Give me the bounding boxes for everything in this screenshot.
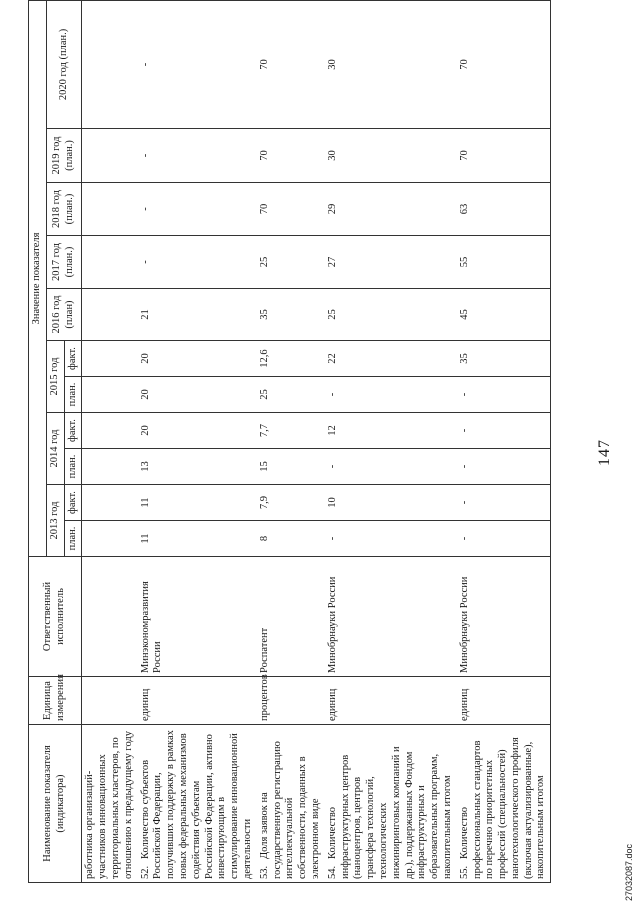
value-cell: 30	[325, 129, 457, 183]
row-number: 53.	[258, 865, 270, 879]
executor-cell: Минобрнауки России	[325, 557, 457, 677]
executor-cell: Минэкономразвития России	[138, 557, 257, 677]
indicator-cell	[138, 725, 257, 883]
indicator-cell	[325, 725, 457, 883]
unit-cell: единиц	[457, 677, 551, 725]
value-cell: -	[457, 377, 551, 413]
value-cell: 11	[138, 485, 257, 521]
value-cell: 70	[457, 129, 551, 183]
indicator-name: Количество инфраструктурных центров (наноцентров, центров трансфера технологий, технологических инжиниринговых компаний и др.), поддержанных Фондом инфраструктурных и образовательных программ, накопительным итогом	[326, 746, 453, 879]
value-cell: 25	[257, 377, 325, 413]
value-cell: 55	[457, 236, 551, 289]
value-cell: 29	[325, 183, 457, 236]
value-cell: 21	[138, 289, 257, 341]
value-cell: 20	[138, 377, 257, 413]
table-row	[257, 0, 325, 882]
value-cell: 20	[138, 413, 257, 449]
row-number: 52.	[139, 865, 151, 879]
value-cell: 70	[257, 129, 325, 183]
header-plan: план.	[64, 377, 82, 413]
value-cell: 45	[457, 289, 551, 341]
unit-cell: процентов	[257, 677, 325, 725]
value-cell: -	[325, 521, 457, 557]
row-number: 55.	[458, 865, 470, 879]
value-cell: 25	[325, 289, 457, 341]
executor-cell: Роспатент	[257, 557, 325, 677]
value-cell: -	[457, 521, 551, 557]
value-cell: -	[457, 413, 551, 449]
header-unit: Единица измерения	[29, 677, 82, 725]
value-cell: -	[457, 485, 551, 521]
header-fact: факт.	[64, 341, 82, 377]
document-code: 27032087.doc	[624, 843, 634, 901]
value-cell: 70	[457, 0, 551, 128]
indicator-name: Доля заявок на государственную регистрацию интеллектуальной собственности, поданных в электронном виде	[258, 741, 321, 879]
value-cell: -	[325, 377, 457, 413]
indicator-cell	[257, 725, 325, 883]
header-fact: факт.	[64, 485, 82, 521]
unit-cell: единиц	[325, 677, 457, 725]
value-cell: -	[138, 0, 257, 128]
table-row	[82, 0, 138, 882]
value-cell: 22	[325, 341, 457, 377]
indicators-table	[28, 0, 551, 883]
header-year-2013: 2013 год	[46, 485, 64, 557]
header-executor: Ответственный исполнитель	[29, 557, 82, 677]
value-cell: -	[325, 449, 457, 485]
value-cell: -	[457, 449, 551, 485]
header-plan: план.	[64, 449, 82, 485]
indicator-name: Количество субъектов Российской Федерации, получивших поддержку в рамках новых федеральных механизмов содействия субъектам Российской Федерации, активно инвестирующим в стимулирование инновационной деятельности	[139, 730, 253, 879]
value-cell: 12	[325, 413, 457, 449]
value-cell: 13	[138, 449, 257, 485]
page-number: 147	[596, 439, 613, 466]
header-values-group: Значение показателя	[29, 0, 47, 556]
table-row	[138, 0, 257, 882]
value-cell: 70	[257, 183, 325, 236]
indicator-cell	[457, 725, 551, 883]
header-year-2017: 2017 год (план.)	[46, 236, 82, 289]
value-cell: 7,7	[257, 413, 325, 449]
executor-cell: Минобрнауки России	[457, 557, 551, 677]
header-year-2019: 2019 год (план.)	[46, 129, 82, 183]
header-year-2016: 2016 год (план)	[46, 289, 82, 341]
value-cell: 7,9	[257, 485, 325, 521]
continuation-text: работника организаций-участников инновационных территориальных кластеров, по отношению к предыдущему году	[82, 725, 138, 883]
header-year-2015: 2015 год	[46, 341, 64, 413]
table-row	[457, 0, 551, 882]
value-cell: -	[138, 236, 257, 289]
value-cell: 30	[325, 0, 457, 128]
unit-cell: единиц	[138, 677, 257, 725]
value-cell: 27	[325, 236, 457, 289]
header-year-2014: 2014 год	[46, 413, 64, 485]
value-cell: 20	[138, 341, 257, 377]
value-cell: 35	[457, 341, 551, 377]
value-cell: -	[138, 129, 257, 183]
value-cell: 12,6	[257, 341, 325, 377]
value-cell: 70	[257, 0, 325, 128]
header-fact: факт.	[64, 413, 82, 449]
value-cell: 25	[257, 236, 325, 289]
header-year-2018: 2018 год (план.)	[46, 183, 82, 236]
value-cell: 35	[257, 289, 325, 341]
value-cell: 63	[457, 183, 551, 236]
value-cell: 11	[138, 521, 257, 557]
value-cell: -	[138, 183, 257, 236]
value-cell: 15	[257, 449, 325, 485]
header-year-2020: 2020 год (план.)	[46, 0, 82, 128]
row-number: 54.	[326, 865, 338, 879]
value-cell: 8	[257, 521, 325, 557]
value-cell: 10	[325, 485, 457, 521]
indicator-name: Количество профессиональных стандартов по перечню приоритетных профессий (специальностей) нанотехнологического профиля (включая актуализированные), накопительным итогом	[458, 737, 547, 879]
table-row	[325, 0, 457, 882]
header-indicator-name: Наименование показателя (индикатора)	[29, 725, 82, 883]
header-plan: план.	[64, 521, 82, 557]
